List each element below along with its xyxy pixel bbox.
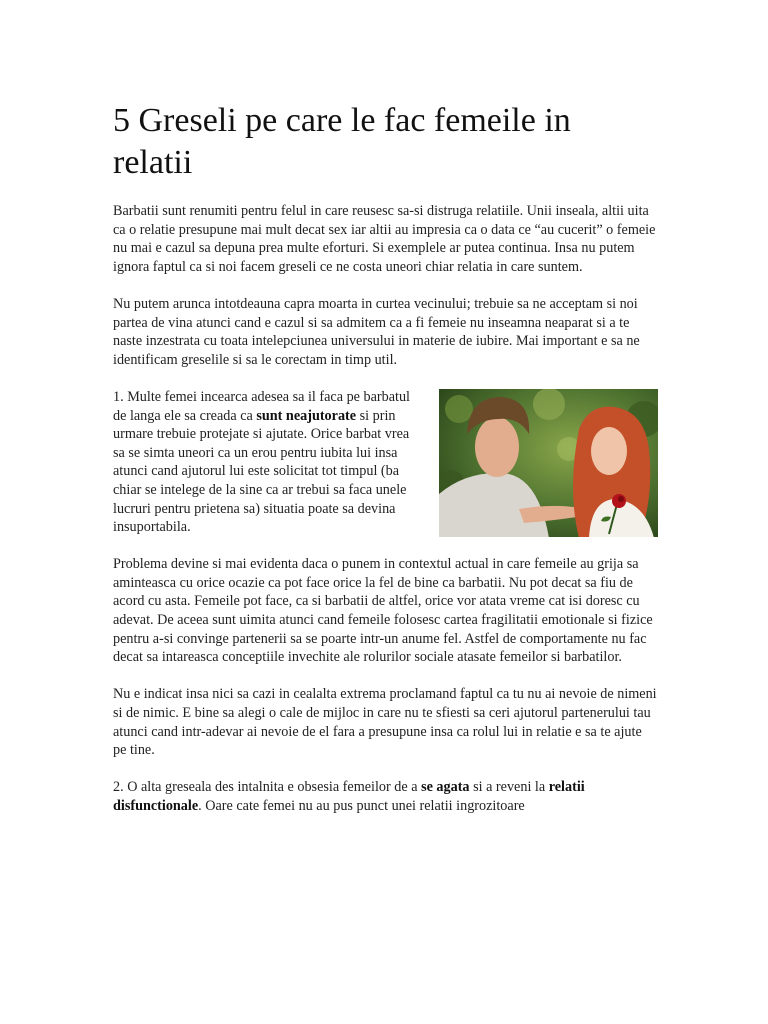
paragraph-6-part-c: . Oare cate femei nu au pus punct unei relatii ingrozitoare <box>198 798 525 814</box>
paragraph-intro: Barbatii sunt renumiti pentru felul in care reusesc sa-si distruga relatiile. Unii inseala, altii uita ca o relatie presupune mai mult decat sex iar altii au impresia ca o data ce “au cucerit” o femeie nu mai e cazul sa depuna prea multe eforturi. Si exemplele ar putea continua. Insa nu putem ignora faptul ca si noi facem greseli ce ne costa uneori chiar relatia in care suntem. <box>113 203 656 275</box>
paragraph-3 <box>113 388 411 537</box>
paragraph-5: Nu e indicat insa nici sa cazi in cealalta extrema proclamand faptul ca tu nu ai nevoie de nimeni si de nimic. E bine sa alegi o cale de mijloc in care nu te sfiesti sa ceri ajutorul partenerului tau atunci cand intr-adevar ai nevoie de el fara a presupune insa ca rolul lui in relatie e sa te ajute pe tine. <box>113 686 657 759</box>
paragraph-3-part-b: si prin urmare trebuie protejate si ajutate. Orice barbat vrea sa se simta uneori ca un erou pentru iubita lui insa atunci cand ajutorul lui este solicitat tot timpul (ba chiar se intelege de la sine ca ar trebui sa faca unele lucruri pentru prietena sa) situatia poate sa devina insuportabila. <box>113 407 410 536</box>
paragraph-6 <box>113 778 658 815</box>
paragraph-6-bold-2: relatii disfunctionale <box>113 779 585 814</box>
article-title: 5 Greseli pe care le fac femeile in relatii <box>113 102 571 181</box>
section-1-block <box>113 388 658 537</box>
paragraph-3-bold: sunt neajutorate <box>256 407 357 424</box>
paragraph-2: Nu putem arunca intotdeauna capra moarta in curtea vecinului; trebuie sa ne acceptam si noi partea de vina atunci cand e cazul si sa admitem ca a fi femeie nu inseamna neaparat si a te naste inzestrata cu toata intelepciunea universului in materie de iubire. Mai important e sa ne identificam greselile si sa le corectam in timp util. <box>113 295 640 368</box>
paragraph-6-part-a: 2. O alta greseala des intalnita e obsesia femeilor de a <box>113 779 422 796</box>
paragraph-6-part-b: si a reveni la <box>469 779 549 796</box>
paragraph-4: Problema devine si mai evidenta daca o punem in contextul actual in care femeile au grija sa aminteasca cu orice ocazie ca pot face orice la fel de bine ca barbatii. Nu pot decat sa fiu de acord cu asta. Femeile pot face, ca si barbatii de altfel, orice vor atata vreme cat isi doresc cu adevat. De aceea sunt uimita atunci cand femeile folosesc cartea fragilitatii emotionale si fizice pentru a-si convinge partenerii sa se poarte intr-un anume fel. Astfel de comportamente nu fac decat sa intareasca conceptiile invechite ale rolurilor sociale atasate femeilor si barbatilor. <box>113 556 653 666</box>
paragraph-6-bold-1: se agata <box>421 779 470 796</box>
paragraph-3-part-a: 1. Multe femei incearca adesea sa il faca pe barbatul de langa ele sa creada ca <box>113 388 410 424</box>
couple-with-rose-photo <box>439 389 658 537</box>
article <box>113 100 658 834</box>
